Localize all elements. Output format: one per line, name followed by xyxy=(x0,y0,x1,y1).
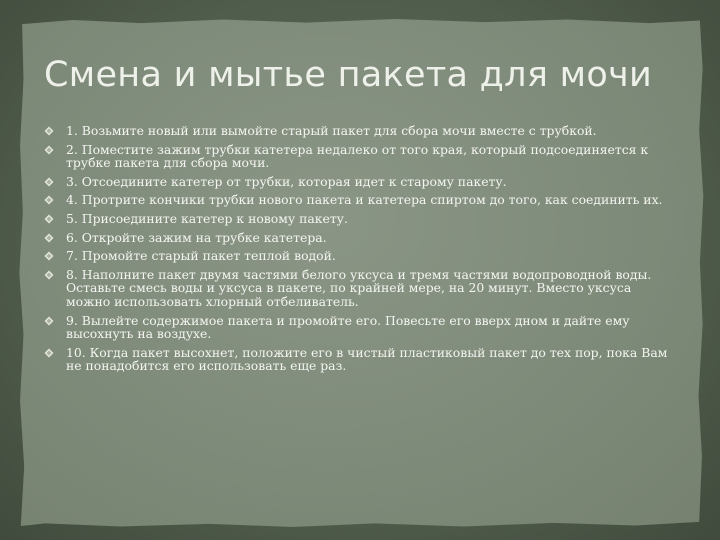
diamond-bullet-icon xyxy=(44,126,54,136)
diamond-bullet-icon xyxy=(44,195,54,205)
list-item-text: 2. Поместите зажим трубки катетера недалеко от того края, который подсоединяется к трубке пакета для сбора мочи. xyxy=(66,141,649,171)
list-item xyxy=(44,193,669,207)
list-item xyxy=(44,175,669,189)
list-item-text: 10. Когда пакет высохнет, положите его в чистый пластиковый пакет до тех пор, пока Вам не понадобится его использовать еще раз. xyxy=(66,344,668,374)
list-item-text: 4. Протрите кончики трубки нового пакета и катетера спиртом до того, как соединить их. xyxy=(66,192,663,208)
diamond-bullet-icon xyxy=(44,348,54,358)
list-item-text: 6. Откройте зажим на трубке катетера. xyxy=(66,229,327,245)
diamond-bullet-icon xyxy=(44,270,54,280)
list-item-text: 5. Присоедините катетер к новому пакету. xyxy=(66,210,348,226)
list-item-text: 1. Возьмите новый или вымойте старый пакет для сбора мочи вместе с трубкой. xyxy=(66,123,597,138)
diamond-bullet-icon xyxy=(44,214,54,224)
list-item-text: 9. Вылейте содержимое пакета и промойте его. Повесьте его вверх дном и дайте ему высохнуть на воздухе. xyxy=(66,312,630,342)
slide-title: Смена и мытье пакета для мочи xyxy=(44,55,653,95)
list-item xyxy=(44,268,669,309)
diamond-bullet-icon xyxy=(44,316,54,326)
list-item xyxy=(44,212,669,226)
diamond-bullet-icon xyxy=(44,233,54,243)
list-item-text: 8. Наполните пакет двумя частями белого уксуса и тремя частями водопроводной воды. Оставьте смесь воды и уксуса в пакете, по крайней мере, на 20 минут. Вместо уксуса можно использовать хлорный отбеливатель. xyxy=(66,266,652,309)
list-item xyxy=(44,143,669,170)
diamond-bullet-icon xyxy=(44,145,54,155)
list-item xyxy=(44,314,669,341)
list-item-text: 7. Промойте старый пакет теплой водой. xyxy=(66,248,336,264)
list-item xyxy=(44,249,669,263)
list-item xyxy=(44,231,669,245)
diamond-bullet-icon xyxy=(44,251,54,261)
list-item xyxy=(44,124,669,138)
list-item xyxy=(44,346,669,373)
list-item-text: 3. Отсоедините катетер от трубки, которая идет к старому пакету. xyxy=(66,173,507,189)
diamond-bullet-icon xyxy=(44,177,54,187)
bullet-list xyxy=(44,124,669,378)
